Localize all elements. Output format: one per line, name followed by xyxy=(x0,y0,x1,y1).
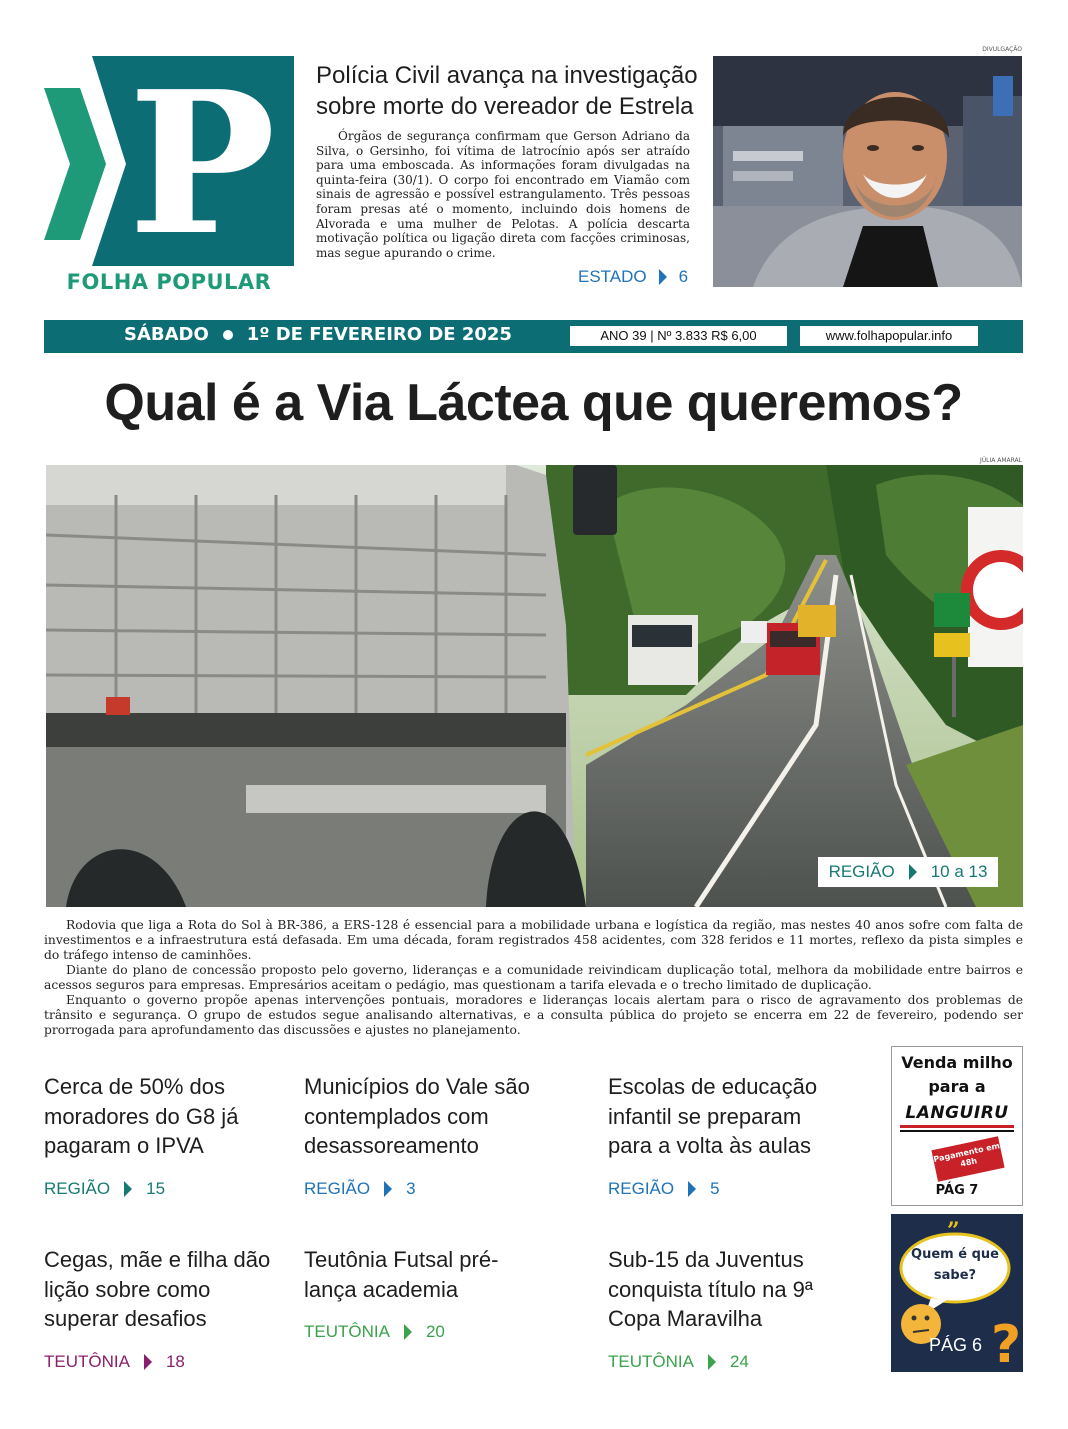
ad-bubble-text: Quem é que sabe? xyxy=(911,1247,999,1283)
arrow-right-icon xyxy=(659,269,667,285)
page-number: 10 a 13 xyxy=(930,862,988,881)
top-story-page-ref[interactable] xyxy=(578,267,688,287)
masthead-logo[interactable] xyxy=(44,56,294,296)
ad-line: para a xyxy=(928,1077,986,1096)
main-story-body xyxy=(44,918,1023,1038)
page-ref[interactable] xyxy=(304,1322,504,1342)
arrow-right-icon xyxy=(688,1181,696,1197)
story-card[interactable] xyxy=(44,1245,284,1372)
arrow-right-icon xyxy=(708,1354,716,1370)
story-headline: Cerca de 50% dos moradores do G8 já pagaram o IPVA xyxy=(44,1074,239,1158)
svg-text:?: ? xyxy=(991,1315,1022,1372)
paragraph: Rodovia que liga a Rota do Sol à BR-386, a ERS-128 é essencial para a mobilidade urbana e logística da região, mas nestes 40 anos sofre com falta de investimentos e a infraestrutura está defasada. Em uma década, foram registrados 458 acidentes, com 328 feridos e 11 mortes, reflexo da pista simples e do tráfego intenso de caminhões. xyxy=(44,918,1023,962)
brand-stripe xyxy=(900,1130,1014,1132)
page-number: 15 xyxy=(146,1178,166,1198)
main-story-page-ref[interactable] xyxy=(818,857,998,887)
page-number: 24 xyxy=(729,1351,749,1371)
photo-credit: DIVULGAÇÃO xyxy=(982,46,1022,53)
website-link[interactable]: www.folhapopular.info xyxy=(800,326,978,346)
paragraph: Diante do plano de concessão proposto pelo governo, lideranças e a comunidade reivindicam duplicação total, melhora da mobilidade entre bairros e acessos seguros para empresas. Empresários aceitam o pedágio, mas questionam a tarifa elevada e o trecho limitado de duplicação. xyxy=(44,963,1023,992)
arrow-right-icon xyxy=(909,864,917,880)
page-number: 5 xyxy=(710,1178,720,1198)
main-headline[interactable]: Qual é a Via Láctea que queremos? xyxy=(104,374,963,432)
top-story-body: Órgãos de segurança confirmam que Gerson Adriano da Silva, o Gersinho, foi vítima de latrocínio após ser atraído para uma emboscada. As informações foram divulgadas na quinta-feira (30/1). O corpo foi encontrado em Viamão com sinais de agressão e possível estrangulamento. Três pessoas foram presas até o momento, incluindo dois homens de Alvorada e uma mulher de Pelotas. A polícia descarta motivação política ou ligação direta com facções criminosas, mas segue apurando o crime. xyxy=(316,129,690,260)
photo-credit: JÚLIA AMARAL xyxy=(979,457,1022,464)
story-headline: Teutônia Futsal pré-lança academia xyxy=(304,1247,499,1302)
page-number: 20 xyxy=(425,1322,445,1341)
ad-page-ref: PÁG 6 xyxy=(929,1335,983,1355)
story-headline: Sub-15 da Juventus conquista título na 9ª Copa Maravilha xyxy=(608,1247,814,1331)
section-label: REGIÃO xyxy=(304,1178,371,1198)
section-label: ESTADO xyxy=(578,267,647,286)
section-label: TEUTÔNIA xyxy=(44,1351,130,1371)
page-number: 3 xyxy=(406,1178,416,1198)
date: 1º DE FEVEREIRO DE 2025 xyxy=(246,324,512,345)
story-headline: Municípios do Vale são contemplados com desassoreamento xyxy=(304,1074,530,1158)
ad-languiru[interactable] xyxy=(891,1046,1023,1206)
page-ref[interactable] xyxy=(608,1179,848,1199)
section-label: TEUTÔNIA xyxy=(608,1351,694,1371)
bullet-icon xyxy=(223,330,233,340)
arrow-right-icon xyxy=(404,1324,412,1340)
story-card[interactable] xyxy=(608,1245,838,1372)
top-story-photo[interactable] xyxy=(713,56,1022,287)
page-number: 6 xyxy=(678,267,689,286)
page-ref[interactable] xyxy=(608,1352,838,1372)
arrow-right-icon xyxy=(384,1181,392,1197)
page-ref[interactable] xyxy=(44,1352,284,1372)
section-label: REGIÃO xyxy=(44,1178,111,1198)
issue-date xyxy=(124,324,512,345)
brand-name: FOLHA POPULAR xyxy=(66,270,272,294)
section-label: REGIÃO xyxy=(828,862,895,881)
page-number: 18 xyxy=(165,1351,185,1371)
ad-brand-logo: LANGUIRU xyxy=(905,1103,1009,1123)
story-headline: Cegas, mãe e filha dão lição sobre como superar desafios xyxy=(44,1247,271,1331)
section-label: REGIÃO xyxy=(608,1178,675,1198)
page-ref[interactable] xyxy=(44,1179,274,1199)
ad-line: Venda milho xyxy=(901,1053,1013,1072)
weekday: SÁBADO xyxy=(124,324,209,345)
main-story-photo[interactable] xyxy=(46,465,1023,907)
arrow-right-icon xyxy=(144,1354,152,1370)
section-label: TEUTÔNIA xyxy=(304,1322,390,1341)
svg-text:”: ” xyxy=(947,1218,960,1244)
page-ref[interactable] xyxy=(304,1179,564,1199)
story-card[interactable] xyxy=(304,1245,504,1342)
story-card[interactable] xyxy=(304,1072,564,1199)
top-story-headline[interactable]: Polícia Civil avança na investigação sobre morte do vereador de Estrela xyxy=(316,62,698,120)
story-headline: Escolas de educação infantil se preparam para a volta às aulas xyxy=(608,1074,818,1158)
ad-page-ref: PÁG 7 xyxy=(935,1183,979,1198)
logo-letter: P xyxy=(128,56,276,279)
story-card[interactable] xyxy=(608,1072,848,1199)
edition-info: ANO 39 | Nº 3.833 R$ 6,00 xyxy=(570,326,787,346)
logo-chevron-outer xyxy=(44,88,106,240)
price-tag: Pagamento em 48h xyxy=(931,1136,1004,1181)
arrow-right-icon xyxy=(124,1181,132,1197)
paragraph: Enquanto o governo propõe apenas intervenções pontuais, moradores e lideranças locais alertam para o risco de agravamento dos problemas de trânsito e segurança. O grupo de estudos segue analisando alternativas, e a consulta pública do projeto se encerra em 22 de fevereiro, podendo ser prorrogada para aprofundamento das discussões e ajustes no planejamento. xyxy=(44,993,1023,1037)
story-card[interactable] xyxy=(44,1072,274,1199)
ad-quem-e-que-sabe[interactable] xyxy=(891,1214,1023,1372)
brand-stripe xyxy=(900,1125,1014,1128)
